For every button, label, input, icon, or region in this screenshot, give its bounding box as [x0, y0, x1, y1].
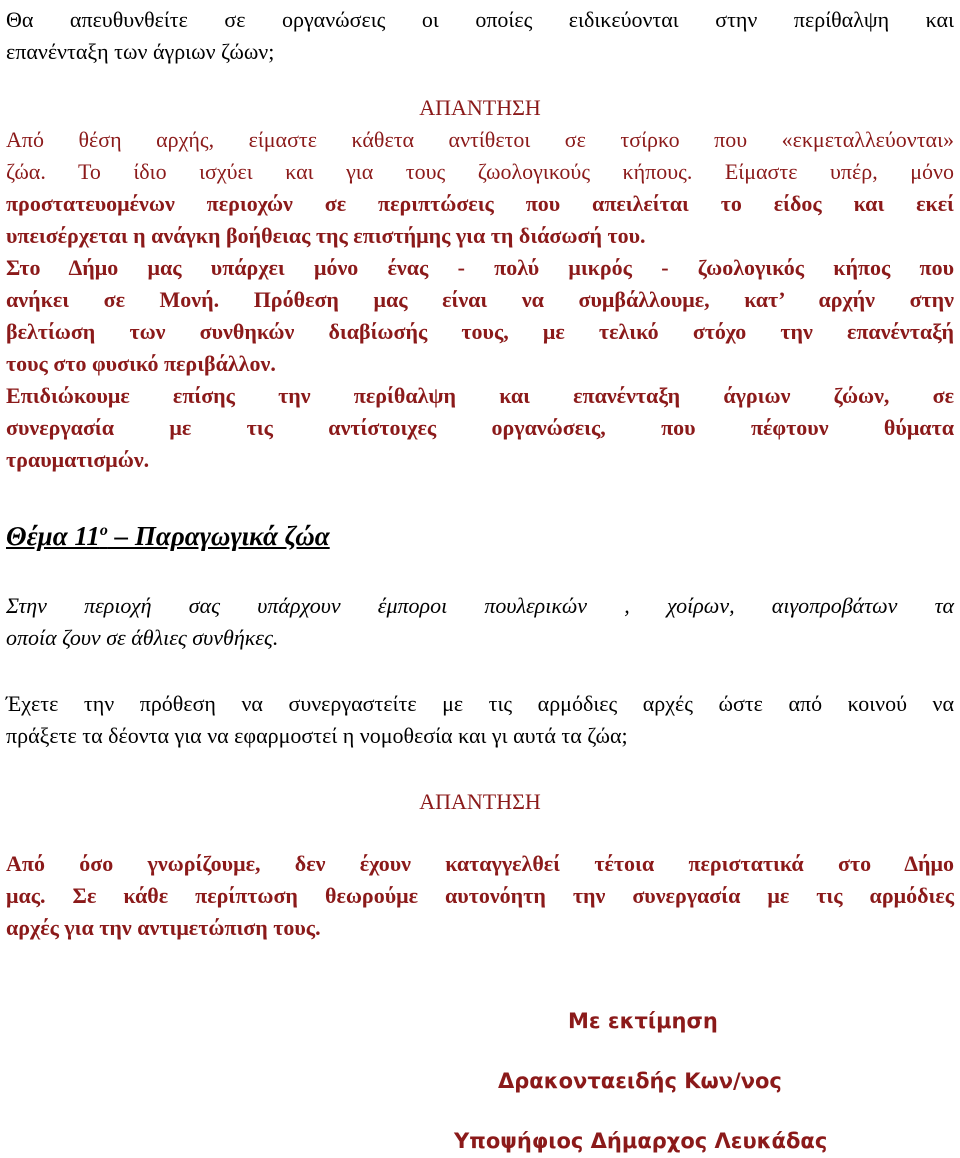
signature-title: Υποψήφιος Δήμαρχος Λευκάδας	[454, 1129, 828, 1153]
topic-title-superscript: ο	[99, 522, 108, 539]
answer-1-line-3: προστατευομένων περιοχών σε περιπτώσεις που απειλείται το είδος και εκεί	[6, 191, 954, 216]
answer-1-line-2: ζώα. Το ίδιο ισχύει και για τους ζωολογικούς κήπους. Είμαστε υπέρ, μόνο	[6, 159, 954, 184]
topic-title-prefix: Θέμα 11	[6, 521, 100, 551]
answer-2-line-1: Από όσο γνωρίζουμε, δεν έχουν καταγγελθεί τέτοια περιστατικά στο Δήμο	[6, 851, 954, 876]
question-2-line-1: Στην περιοχή σας υπάρχουν έμποροι πουλερικών , χοίρων, αιγοπροβάτων τα	[6, 593, 954, 618]
answer-1	[6, 124, 954, 476]
topic-title	[6, 516, 330, 556]
answer-1-line-10: συνεργασία με τις αντίστοιχες οργανώσεις, που πέφτουν θύματα	[6, 415, 954, 440]
answer-1-heading: ΑΠΑΝΤΗΣΗ	[419, 95, 541, 120]
answer-2-heading: ΑΠΑΝΤΗΣΗ	[419, 789, 541, 814]
answer-1-line-8: τους στο φυσικό περιβάλλον.	[6, 351, 276, 376]
answer-1-line-11: τραυματισμών.	[6, 447, 150, 472]
answer-1-line-4: υπεισέρχεται η ανάγκη βοήθειας της επιστήμης για τη διάσωσή του.	[6, 223, 646, 248]
answer-1-line-1: Από θέση αρχής, είμαστε κάθετα αντίθετοι σε τσίρκο που «εκμεταλλεύονται»	[6, 127, 954, 152]
question-3-line-2: πράξετε τα δέοντα για να εφαρμοστεί η νομοθεσία και γι αυτά τα ζώα;	[6, 723, 628, 748]
question-3-line-1: Έχετε την πρόθεση να συνεργαστείτε με τις αρμόδιες αρχές ώστε από κοινού να	[6, 691, 954, 716]
answer-2	[6, 848, 954, 944]
topic-title-suffix: – Παραγωγικά ζώα	[107, 521, 330, 551]
answer-2-line-3: αρχές για την αντιμετώπιση τους.	[6, 915, 321, 940]
answer-2-line-2: μας. Σε κάθε περίπτωση θεωρούμε αυτονόητη την συνεργασία με τις αρμόδιες	[6, 883, 954, 908]
question-1-line-1: Θα απευθυνθείτε σε οργανώσεις οι οποίες ειδικεύονται στην περίθαλψη και	[6, 7, 954, 32]
answer-1-line-6: ανήκει σε Μονή. Πρόθεση μας είναι να συμβάλλουμε, κατ’ αρχήν στην	[6, 287, 954, 312]
answer-1-line-5: Στο Δήμο μας υπάρχει μόνο ένας - πολύ μικρός - ζωολογικός κήπος που	[6, 255, 954, 280]
answer-1-line-7: βελτίωση των συνθηκών διαβίωσής τους, με τελικό στόχο την επανένταξή	[6, 319, 954, 344]
question-3	[6, 688, 954, 752]
answer-1-line-9: Επιδιώκουμε επίσης την περίθαλψη και επανένταξη άγριων ζώων, σε	[6, 383, 954, 408]
signature-greeting: Με εκτίμηση	[568, 1009, 718, 1033]
question-2-line-2: οποία ζουν σε άθλιες συνθήκες.	[6, 625, 279, 650]
question-1	[6, 4, 954, 68]
signature-name: Δρακονταειδής Κων/νος	[498, 1069, 782, 1093]
question-2	[6, 590, 954, 654]
question-1-line-2: επανένταξη των άγριων ζώων;	[6, 39, 275, 64]
